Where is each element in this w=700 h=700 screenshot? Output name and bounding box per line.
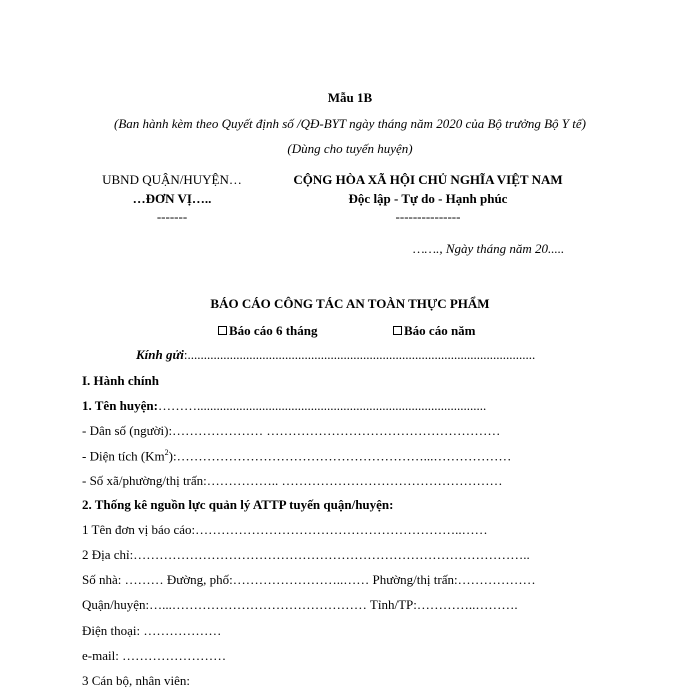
- area-sup: 2: [164, 448, 169, 457]
- population-line: - Dân số (người):………………… ………………………………………………: [82, 423, 501, 438]
- house-no-line: Số nhà: ……… Đường, phố:……………………..…… Phường/thị trấn:………………: [82, 572, 536, 587]
- communes-line: - Số xã/phường/thị trấn:…………….. ……………………………………………: [82, 473, 503, 488]
- checkbox-year-icon[interactable]: [393, 326, 402, 335]
- email-line: e-mail: ……………………: [82, 648, 227, 663]
- date-line: ……., Ngày tháng năm 20.....: [413, 241, 565, 256]
- district-city-line: Quận/huyện:…...……………………………………… Tỉnh/TP:…………..……….: [82, 597, 518, 612]
- section2-heading: 2. Thống kê nguồn lực quản lý ATTP tuyến quận/huyện:: [82, 497, 394, 512]
- option-6-months[interactable]: [218, 323, 317, 339]
- section1-heading: I. Hành chính: [82, 373, 159, 388]
- left-block-divider: -------: [156, 209, 188, 224]
- staff-line: 3 Cán bộ, nhân viên:: [82, 673, 190, 688]
- right-block-line1: CỘNG HÒA XÃ HỘI CHỦ NGHĨA VIỆT NAM: [293, 172, 563, 187]
- right-block-line2: Độc lập - Tự do - Hạnh phúc: [348, 191, 508, 206]
- option-year[interactable]: [393, 323, 476, 339]
- form-code: Mẫu 1B: [327, 90, 373, 105]
- checkbox-6-months-icon[interactable]: [218, 326, 227, 335]
- unit-name-line: 1 Tên đơn vị báo cáo:……………………………………………………..……: [82, 522, 488, 537]
- district-label: 1. Tên huyện:: [82, 398, 158, 413]
- option-6-months-label: Báo cáo 6 tháng: [229, 323, 318, 338]
- district-line: [82, 398, 486, 414]
- phone-line: Điện thoại: ………………: [82, 623, 222, 638]
- left-block-line1: UBND QUẬN/HUYỆN…: [102, 172, 242, 187]
- report-title: BÁO CÁO CÔNG TÁC AN TOÀN THỰC PHẨM: [210, 296, 490, 311]
- issued-by-line: (Ban hành kèm theo Quyết định số /QĐ-BYT ngày tháng năm 2020 của Bộ trưởng Bộ Y tế): [114, 116, 586, 131]
- recipient-label: Kính gửi: [136, 347, 184, 362]
- address-line: 2 Địa chỉ:………………………………………………………………………………..: [82, 547, 530, 562]
- area-line: [82, 448, 511, 464]
- option-year-label: Báo cáo năm: [404, 323, 476, 338]
- recipient-line: [136, 347, 535, 363]
- area-prefix: - Diện tích (Km: [82, 448, 165, 464]
- district-dots: ……….........................................................................................: [157, 398, 487, 413]
- usage-line: (Dùng cho tuyến huyện): [287, 141, 413, 156]
- right-block-divider: ---------------: [395, 209, 461, 224]
- area-suffix: ):…………………………………………………...………………: [168, 448, 512, 464]
- left-block-line2: …ĐƠN VỊ…..: [132, 191, 212, 206]
- recipient-dots: :...........................................................................................................: [183, 347, 536, 362]
